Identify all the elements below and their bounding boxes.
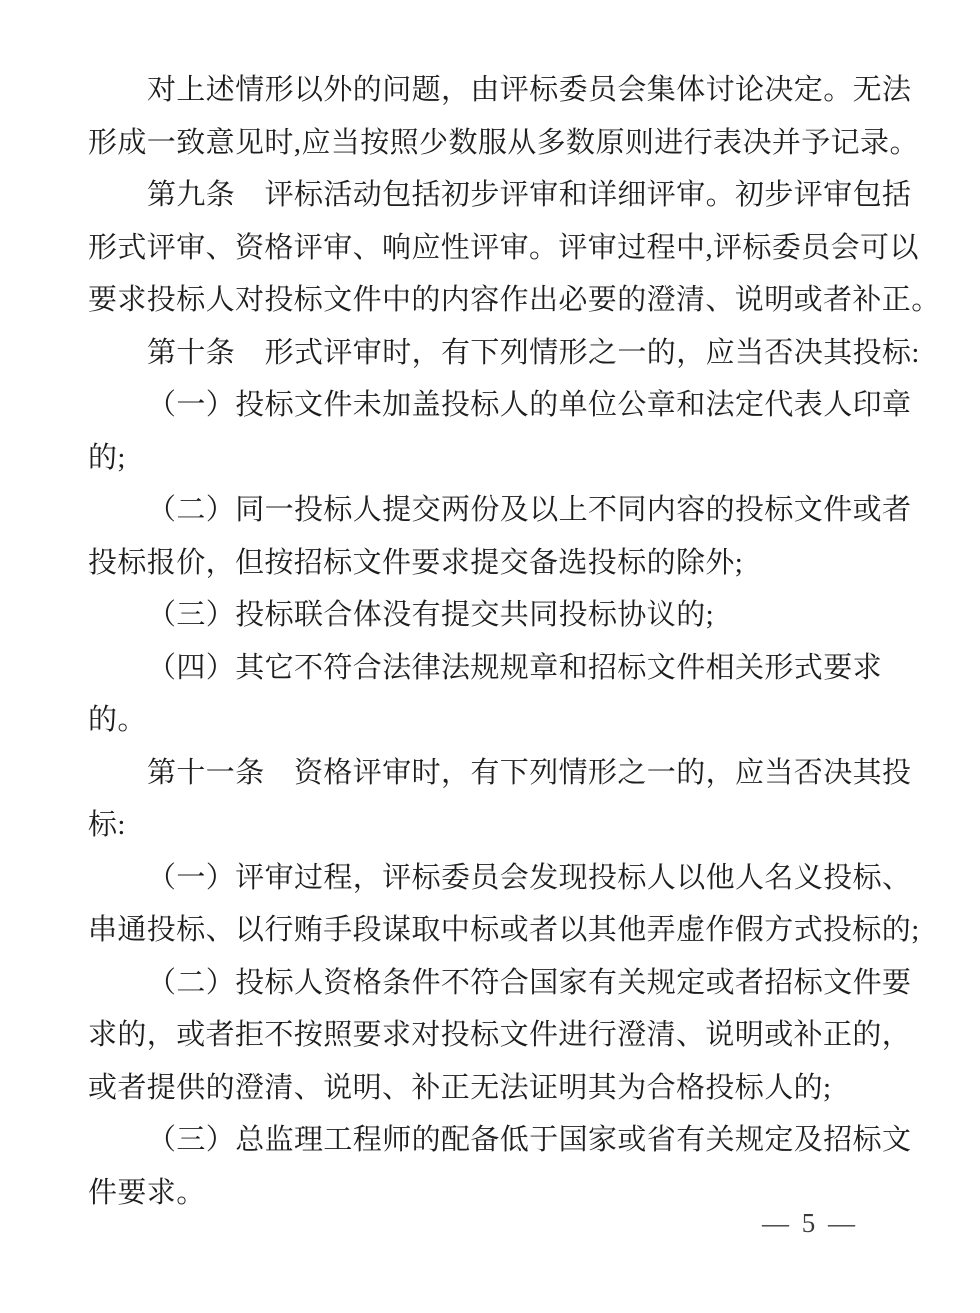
- text-line: 或者提供的澄清、说明、补正无法证明其为合格投标人的;: [88, 1071, 832, 1104]
- text-line: 的。: [88, 704, 147, 736]
- text-line: 对上述情形以外的问题，由评标委员会集体讨论决定。无法: [147, 74, 912, 106]
- text-line: （一）投标文件未加盖投标人的单位公章和法定代表人印章: [147, 389, 912, 421]
- text-line: 求的，或者拒不按照要求对投标文件进行澄清、说明或补正的，: [88, 1019, 912, 1051]
- text-line: 串通投标、以行贿手段谋取中标或者以其他弄虚作假方式投标的;: [88, 914, 920, 946]
- text-line: 件要求。: [88, 1176, 206, 1209]
- text-line: 要求投标人对投标文件中的内容作出必要的澄清、说明或者补正。: [88, 284, 941, 316]
- text-line: （三）投标联合体没有提交共同投标协议的;: [147, 599, 715, 631]
- text-line: 第十条 形式评审时，有下列情形之一的，应当否决其投标:: [147, 336, 920, 369]
- text-line: 形式评审、资格评审、响应性评审。评审过程中,评标委员会可以: [88, 231, 919, 264]
- text-line: （二）投标人资格条件不符合国家有关规定或者招标文件要: [147, 966, 912, 999]
- text-line: （一）评审过程，评标委员会发现投标人以他人名义投标、: [147, 861, 912, 894]
- text-line: （三）总监理工程师的配备低于国家或省有关规定及招标文: [147, 1124, 912, 1156]
- text-line: （四）其它不符合法律法规规章和招标文件相关形式要求: [147, 651, 883, 684]
- text-line: 标:: [88, 809, 126, 841]
- page-number: — 5 —: [762, 1208, 858, 1238]
- text-line: 形成一致意见时,应当按照少数服从多数原则进行表决并予记录。: [88, 126, 919, 159]
- text-line: （二）同一投标人提交两份及以上不同内容的投标文件或者: [147, 494, 912, 526]
- text-line: 第九条 评标活动包括初步评审和详细评审。初步评审包括: [147, 179, 912, 211]
- text-line: 第十一条 资格评审时，有下列情形之一的，应当否决其投: [147, 756, 912, 789]
- text-line: 投标报价，但按招标文件要求提交备选投标的除外;: [88, 546, 744, 579]
- document-body: [88, 64, 941, 1219]
- text-line: 的;: [88, 441, 126, 474]
